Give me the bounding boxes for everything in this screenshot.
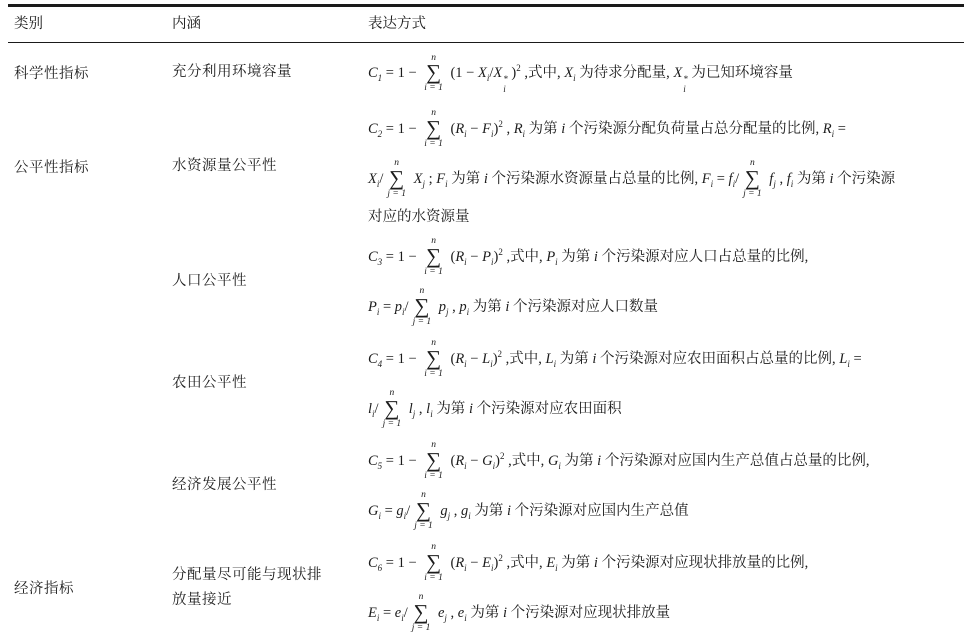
formula-text: = (379, 604, 395, 621)
formula-variable: i (593, 554, 598, 571)
formula-text: = (713, 170, 729, 187)
formula-variable: $C_3$ (368, 248, 383, 267)
summation-symbol: n ∑ i = 1 (424, 236, 443, 278)
formula-text: , (415, 400, 427, 417)
table-row (8, 231, 964, 333)
formula-text: ,式中, (502, 350, 546, 367)
summation-symbol: n ∑ i = 1 (424, 338, 443, 380)
formula-variable: $X_i$ (477, 64, 490, 83)
formula-text: 个污染源对应人口数量 (509, 298, 659, 315)
formula-variable: X * i (493, 64, 508, 95)
formula-variable: i (597, 452, 602, 469)
formula-text: / (374, 400, 379, 417)
formula-text: / (735, 170, 740, 187)
formula-variable: i (505, 298, 510, 315)
formula-text: 为第 (432, 400, 469, 417)
formula-variable: $l_j$ (408, 400, 416, 419)
formula-text: 个污染源对应国内生产总值占总量的比例, (601, 452, 870, 469)
formula-line (368, 232, 963, 282)
formula-line (368, 384, 963, 434)
formula-variable: $R_i$ (455, 350, 467, 369)
formula-text: / (489, 64, 494, 81)
formula-text: , (448, 298, 460, 315)
formula-text: / (406, 502, 411, 519)
formula-variable: $L_i$ (839, 350, 850, 369)
formula-text: 为第 (469, 298, 506, 315)
formula-variable: $G_i$ (547, 452, 561, 471)
formula-variable: i (502, 604, 507, 621)
formula-variable: $L_i$ (545, 350, 557, 369)
formula-text: ( (446, 120, 456, 137)
formula-text: 个污染源对应现状排放量 (506, 604, 671, 621)
formula-text: (1 − (446, 64, 478, 81)
connotation-cell: 人口公平性 (172, 273, 247, 290)
category-cell (8, 333, 168, 435)
summation-symbol: n ∑ j = 1 (411, 592, 431, 634)
formula-variable: $C_6$ (368, 554, 383, 573)
formula-text: 为第 (560, 452, 598, 469)
formula-variable: $X_i$ (564, 64, 576, 83)
formula-text: 为第 (557, 248, 594, 265)
formula-text: , (446, 604, 458, 621)
formula-variable: $E_i$ (482, 554, 494, 573)
formula-text: = 1 − (382, 120, 421, 137)
formula-text: , (502, 120, 514, 137)
summation-symbol: n ∑ i = 1 (424, 542, 443, 584)
formula-text: 个污染源 (833, 170, 896, 187)
formula-text: 为第 (470, 502, 508, 519)
formula-text: / (404, 298, 409, 315)
table-row (8, 103, 964, 231)
formula-variable: $g_j$ (440, 502, 451, 521)
formula-text: )$^2$ (507, 62, 521, 81)
formula-text: )$^2$ (493, 246, 503, 265)
formula-line (368, 104, 963, 154)
formula-text: ,式中, (520, 64, 565, 81)
formula-cell (364, 43, 964, 103)
formula-variable: $f_i$ (786, 170, 794, 189)
formula-variable: $f_j$ (769, 170, 776, 189)
formula-variable: $g_i$ (461, 502, 471, 521)
formula-text: − (466, 120, 483, 137)
formula-variable: $p_i$ (394, 298, 405, 317)
formula-variable: $X_j$ (413, 170, 425, 189)
formula-line (368, 538, 963, 588)
formula-variable: $C_2$ (368, 120, 383, 139)
formula-text: = (834, 120, 846, 137)
formula-text: 个污染源对应人口占总量的比例, (597, 248, 809, 265)
formula-variable: $e_j$ (437, 604, 447, 623)
formula-text: )$^2$ (495, 450, 505, 469)
formula-variable: $P_i$ (368, 298, 380, 317)
table-row (8, 537, 964, 635)
formula-cell (364, 231, 964, 333)
formula-cell (364, 103, 964, 231)
formula-variable: $G_i$ (482, 452, 496, 471)
formula-variable: $l_i$ (426, 400, 433, 419)
formula-variable: $E_i$ (368, 604, 380, 623)
formula-variable: $f_i$ (728, 170, 736, 189)
formula-text: ; (424, 170, 437, 187)
summation-symbol: n ∑ j = 1 (743, 158, 762, 200)
formula-line (368, 588, 963, 635)
formula-text: 为第 (525, 120, 562, 137)
formula-variable: $F_i$ (482, 120, 494, 139)
connotation-cell: 水资源量公平性 (172, 158, 277, 175)
connotation-cell: 农田公平性 (172, 375, 247, 392)
formula-variable: $C_5$ (368, 452, 383, 471)
formula-text: 个污染源分配负荷量占总分配量的比例, (565, 120, 823, 137)
formula-variable: i (592, 350, 597, 367)
formula-text: − (466, 452, 483, 469)
formula-text: 为第 (793, 170, 830, 187)
formula-text: 为第 (466, 604, 503, 621)
connotation-cell: 分配量尽可能与现状排放量接近 (172, 566, 322, 608)
formula-cell (364, 435, 964, 537)
formula-variable: $P_i$ (482, 248, 494, 267)
formula-variable: i (507, 502, 512, 519)
formula-text: , (775, 170, 787, 187)
summation-symbol: n ∑ i = 1 (424, 52, 443, 94)
formula-variable: X * i (673, 64, 688, 95)
formula-variable: $e_i$ (457, 604, 467, 623)
formula-variable: i (829, 170, 834, 187)
formula-variable: i (561, 120, 566, 137)
formula-variable: $C_1$ (368, 64, 383, 83)
formula-variable: $X_i$ (368, 170, 380, 189)
formula-text: ,式中, (504, 452, 548, 469)
formula-text: 为第 (556, 350, 593, 367)
formula-variable: i (468, 400, 473, 417)
formula-variable: $g_i$ (396, 502, 407, 521)
formula-text: = 1 − (382, 350, 421, 367)
table-body (8, 43, 964, 635)
formula-text: = 1 − (382, 248, 421, 265)
formula-line (368, 486, 963, 536)
formula-variable: $L_i$ (482, 350, 493, 369)
formula-text: )$^2$ (492, 348, 503, 367)
table-row (8, 435, 964, 537)
col-header-expression: 表达方式 (364, 6, 964, 43)
formula-variable: $R_i$ (455, 248, 467, 267)
connotation-cell: 充分利用环境容量 (172, 64, 292, 81)
formula-variable: $R_i$ (455, 554, 467, 573)
formula-variable: $G_i$ (368, 502, 381, 521)
formula-text: 个污染源对应现状排放量的比例, (597, 554, 809, 571)
formula-cell (364, 537, 964, 635)
summation-symbol: n ∑ j = 1 (414, 490, 433, 532)
formula-text: / (379, 170, 384, 187)
formula-text: 为第 (557, 554, 594, 571)
formula-variable: i (593, 248, 598, 265)
summation-symbol: n ∑ j = 1 (382, 388, 402, 430)
formula-variable: $l_i$ (368, 400, 375, 419)
formula-text: = 1 − (382, 452, 421, 469)
formula-text: ,式中, (502, 554, 547, 571)
formula-line (368, 204, 963, 230)
formula-line (368, 334, 963, 384)
formula-text: 为第 (447, 170, 484, 187)
formula-text: 为已知环境容量 (687, 64, 793, 81)
formula-line (368, 282, 963, 332)
formula-text: / (403, 604, 408, 621)
formula-text: 个污染源水资源量占总量的比例, (487, 170, 702, 187)
formula-variable: $R_i$ (822, 120, 835, 139)
table-row (8, 333, 964, 435)
formula-text: ,式中, (502, 248, 547, 265)
formula-variable: $p_i$ (459, 298, 470, 317)
formula-text: = 1 − (382, 554, 421, 571)
formula-variable: $F_i$ (436, 170, 448, 189)
formula-text: − (466, 248, 483, 265)
formula-line (368, 48, 963, 98)
formula-variable: $E_i$ (546, 554, 558, 573)
category-cell: 公平性指标 (14, 160, 89, 176)
formula-cell (364, 333, 964, 435)
formula-line (368, 436, 963, 486)
formula-text: )$^2$ (493, 118, 503, 137)
formula-variable: i (483, 170, 488, 187)
summation-symbol: n ∑ i = 1 (424, 108, 443, 150)
formula-variable: $P_i$ (546, 248, 558, 267)
formula-line (368, 154, 963, 204)
summation-symbol: n ∑ i = 1 (424, 440, 443, 482)
formula-variable: $R_i$ (513, 120, 526, 139)
category-cell: 科学性指标 (14, 66, 89, 83)
formula-variable: $C_4$ (368, 350, 383, 369)
summation-symbol: n ∑ j = 1 (387, 158, 406, 200)
category-cell (8, 231, 168, 333)
formula-text: = (380, 502, 397, 519)
formula-text: 对应的水资源量 (368, 208, 470, 225)
formula-text: 个污染源对应农田面积 (472, 400, 622, 417)
formula-text: ( (446, 248, 456, 265)
table-row (8, 43, 964, 103)
header-row (8, 6, 964, 43)
formula-text: 为待求分配量, (575, 64, 674, 81)
formula-text: − (466, 350, 483, 367)
formula-text: = (379, 298, 395, 315)
formula-text: − (466, 554, 483, 571)
formula-variable: $F_i$ (701, 170, 714, 189)
formula-text: 个污染源对应农田面积占总量的比例, (596, 350, 840, 367)
connotation-cell: 经济发展公平性 (172, 477, 277, 494)
formula-text: ( (446, 452, 456, 469)
formula-text: = 1 − (382, 64, 421, 81)
formula-text: = (849, 350, 862, 367)
formula-variable: $e_i$ (394, 604, 404, 623)
formula-text: )$^2$ (493, 552, 503, 571)
formula-text: , (450, 502, 462, 519)
formula-text: ( (446, 554, 456, 571)
indicator-table (8, 4, 964, 635)
category-cell: 经济指标 (14, 581, 74, 597)
summation-symbol: n ∑ j = 1 (412, 286, 432, 328)
formula-variable: $R_i$ (455, 452, 467, 471)
formula-variable: $p_j$ (438, 298, 449, 317)
category-cell (8, 435, 168, 537)
col-header-connotation: 内涵 (168, 6, 364, 43)
col-header-category: 类别 (8, 6, 168, 43)
formula-variable: $R_i$ (455, 120, 467, 139)
formula-text: ( (446, 350, 456, 367)
formula-text: 个污染源对应国内生产总值 (511, 502, 689, 519)
